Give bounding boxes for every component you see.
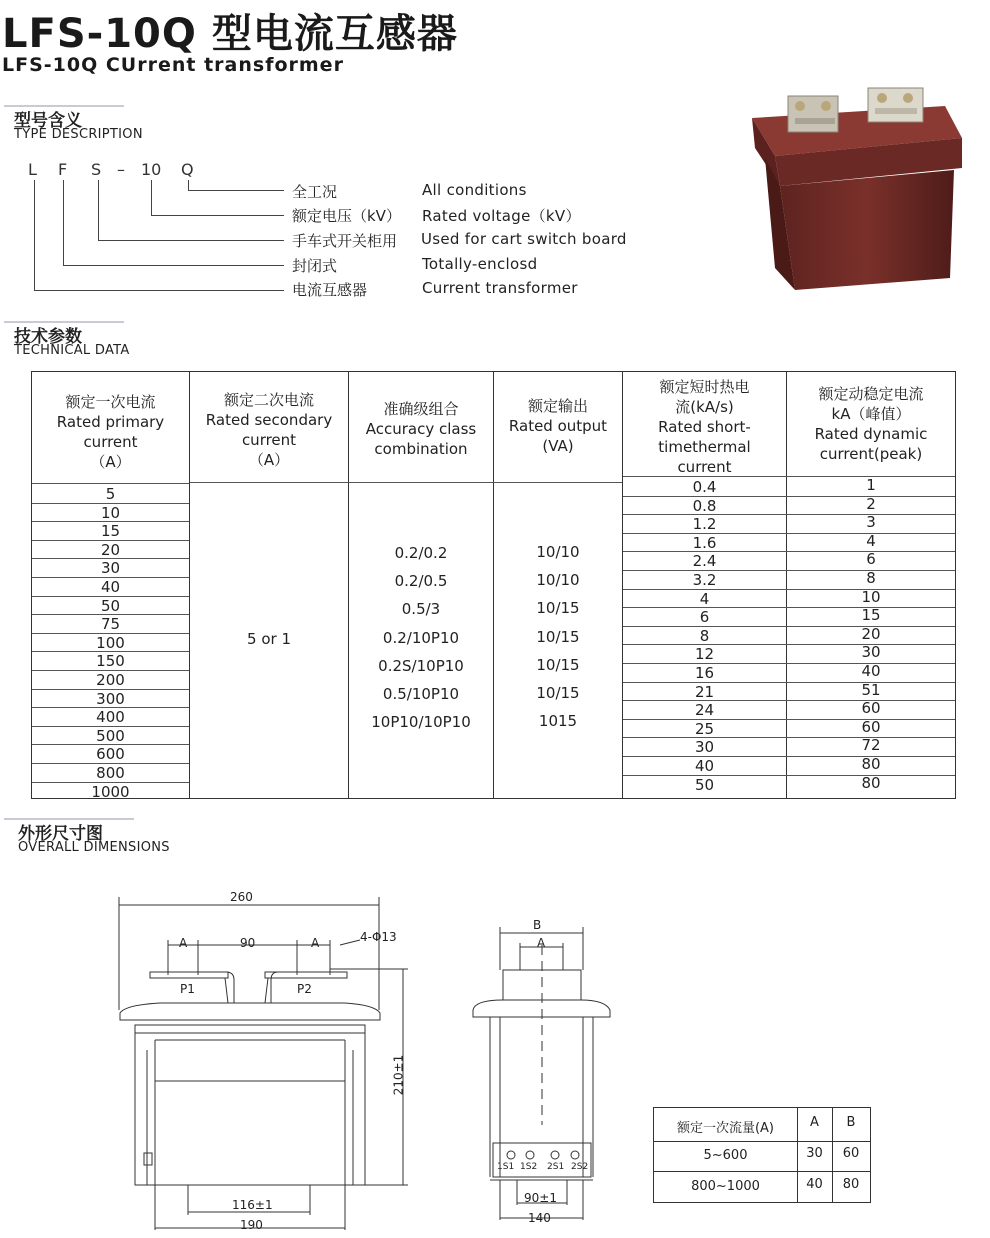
dynamic-current-cell: 80 xyxy=(861,773,881,792)
row-line xyxy=(32,540,189,541)
desc-zh: 额定电压（kV） xyxy=(292,207,401,225)
desc-en: Current transformer xyxy=(422,279,578,297)
row-line xyxy=(623,682,955,683)
dim-height: 210±1 xyxy=(391,1054,406,1096)
thermal-current-cell: 24 xyxy=(694,701,715,720)
row-line xyxy=(32,651,189,652)
row-line xyxy=(623,607,955,608)
row-line xyxy=(32,577,189,578)
dim-table-cell: 800~1000 xyxy=(691,1179,760,1194)
row-line xyxy=(32,707,189,708)
accuracy-cell: 0.2/0.5 xyxy=(394,572,448,591)
row-line xyxy=(32,726,189,727)
row-line xyxy=(623,700,955,701)
thermal-current-cell: 1.6 xyxy=(692,533,717,552)
row-line xyxy=(32,503,189,504)
desc-zh: 手车式开关柜用 xyxy=(292,232,398,250)
primary-current-cell: 20 xyxy=(100,540,121,559)
dim-table-cell: 30 xyxy=(806,1146,823,1161)
dynamic-current-cell: 51 xyxy=(861,680,881,699)
header-dynamic: 额定动稳定电流 kA（峰值） Rated dynamic current(peak) xyxy=(814,385,928,463)
row-line xyxy=(32,558,189,559)
dim-a: A xyxy=(537,936,546,950)
dynamic-current-cell: 60 xyxy=(861,699,881,718)
desc-en: Used for cart switch board xyxy=(421,230,627,248)
output-cell: 1015 xyxy=(538,712,578,731)
header-output: 额定输出 Rated output (VA) xyxy=(508,397,608,455)
dim-a-right: A xyxy=(311,936,320,950)
dim-table-cell: 60 xyxy=(842,1146,860,1161)
row-line xyxy=(623,570,955,571)
dim-b: B xyxy=(533,918,542,932)
dynamic-current-cell: 40 xyxy=(861,662,881,680)
header-accuracy: 准确级组合 Accuracy class combination xyxy=(365,400,477,458)
row-line xyxy=(32,689,189,690)
row-line xyxy=(623,551,955,552)
dim-a-left: A xyxy=(179,936,188,950)
dim-table-cell: 40 xyxy=(806,1177,823,1192)
row-line xyxy=(623,775,955,776)
primary-current-cell: 30 xyxy=(100,559,121,578)
row-line xyxy=(623,756,955,757)
page-subtitle: LFS-10Q CUrrent transformer xyxy=(2,54,344,76)
thermal-current-cell: 25 xyxy=(694,719,715,738)
thermal-current-cell: 21 xyxy=(694,682,715,701)
thermal-current-cell: 0.4 xyxy=(692,478,717,496)
row-line xyxy=(32,483,189,484)
dim-side-bottom: 140 xyxy=(528,1211,551,1225)
terminal-label: 1S2 xyxy=(520,1162,538,1172)
dim-table-cell: 80 xyxy=(842,1177,860,1192)
thermal-current-cell: 40 xyxy=(694,757,715,775)
type-desc-heading-en: TYPE DESCRIPTION xyxy=(14,127,143,142)
row-line xyxy=(623,644,955,645)
thermal-current-cell: 4 xyxy=(699,589,710,608)
thermal-current-cell: 12 xyxy=(694,645,715,664)
dynamic-current-cell: 80 xyxy=(861,755,881,773)
page-title: LFS-10Q 型电流互感器 xyxy=(2,11,458,57)
dim-width: 260 xyxy=(230,890,253,904)
thermal-current-cell: 6 xyxy=(699,608,710,627)
dynamic-current-cell: 4 xyxy=(866,531,876,550)
dynamic-current-cell: 1 xyxy=(866,476,876,494)
desc-zh: 全工况 xyxy=(292,183,338,201)
code-letter: Q xyxy=(181,160,194,179)
dynamic-current-cell: 15 xyxy=(861,606,881,625)
technical-data-table xyxy=(31,371,956,799)
row-line xyxy=(623,737,955,738)
code-letter: 10 xyxy=(141,160,162,179)
terminal-label: 2S2 xyxy=(571,1162,589,1172)
desc-zh: 封闭式 xyxy=(292,257,338,275)
secondary-current-value: 5 or 1 xyxy=(247,630,291,648)
row-line xyxy=(623,514,955,515)
primary-current-cell: 400 xyxy=(96,708,125,727)
primary-current-cell: 300 xyxy=(96,689,125,708)
dynamic-current-cell: 60 xyxy=(861,717,881,736)
accuracy-cell: 0.5/10P10 xyxy=(382,685,460,703)
row-line xyxy=(32,782,189,783)
type-desc-heading: 型号含义 xyxy=(14,111,82,131)
output-cell: 10/10 xyxy=(536,543,580,561)
side-view-drawing xyxy=(465,915,625,1235)
row-line xyxy=(623,589,955,590)
dynamic-current-cell: 20 xyxy=(861,624,881,643)
output-cell: 10/15 xyxy=(536,655,580,674)
dim-table-cell: 5~600 xyxy=(703,1148,748,1163)
primary-current-cell: 200 xyxy=(96,671,125,689)
dims-heading-en: OVERALL DIMENSIONS xyxy=(18,840,170,855)
dynamic-current-cell: 6 xyxy=(866,550,876,569)
accuracy-cell: 0.2/10P10 xyxy=(382,628,460,647)
accuracy-cell: 0.2/0.2 xyxy=(394,544,448,562)
accuracy-cell: 10P10/10P10 xyxy=(371,713,471,732)
product-photo xyxy=(740,78,970,298)
terminal-label: 1S1 xyxy=(497,1162,515,1172)
primary-current-cell: 40 xyxy=(100,578,121,596)
dim-table-header: A xyxy=(810,1115,819,1130)
tech-heading: 技术参数 xyxy=(14,327,82,347)
thermal-current-cell: 0.8 xyxy=(692,496,717,515)
row-line xyxy=(623,533,955,534)
row-line xyxy=(32,614,189,615)
terminal-label: 2S1 xyxy=(547,1162,565,1172)
desc-zh: 电流互感器 xyxy=(292,281,368,299)
row-line xyxy=(623,663,955,664)
row-line xyxy=(190,482,622,483)
code-letter: S xyxy=(91,160,102,179)
dynamic-current-cell: 72 xyxy=(861,736,881,755)
dims-heading: 外形尺寸图 xyxy=(18,824,103,844)
thermal-current-cell: 50 xyxy=(694,775,715,794)
accuracy-cell: 0.2S/10P10 xyxy=(378,656,464,675)
row-line xyxy=(32,633,189,634)
dim-table-header: 额定一次流量(A) xyxy=(676,1121,775,1136)
output-cell: 10/10 xyxy=(536,571,580,590)
dim-bottom: 190 xyxy=(240,1218,263,1232)
dim-table-header: B xyxy=(846,1115,856,1130)
code-letter: L xyxy=(28,160,37,179)
dim-gap: 90 xyxy=(240,936,256,950)
terminal-p1: P1 xyxy=(180,982,195,996)
primary-current-cell: 75 xyxy=(100,615,121,634)
dim-side-base: 90±1 xyxy=(524,1191,557,1205)
thermal-current-cell: 30 xyxy=(694,738,715,757)
row-line xyxy=(32,521,189,522)
output-cell: 10/15 xyxy=(536,599,580,618)
desc-en: Totally-enclosd xyxy=(422,255,538,273)
thermal-current-cell: 1.2 xyxy=(692,515,717,534)
primary-current-cell: 600 xyxy=(96,745,125,764)
thermal-current-cell: 2.4 xyxy=(692,552,717,571)
tech-heading-en: TECHNICAL DATA xyxy=(14,343,130,358)
row-line xyxy=(32,744,189,745)
dynamic-current-cell: 10 xyxy=(861,587,881,606)
dynamic-current-cell: 8 xyxy=(866,569,876,587)
row-line xyxy=(623,496,955,497)
output-cell: 10/15 xyxy=(536,684,580,702)
dim-base: 116±1 xyxy=(232,1198,273,1212)
primary-current-cell: 15 xyxy=(100,522,121,541)
primary-current-cell: 10 xyxy=(100,503,121,522)
row-line xyxy=(623,626,955,627)
dimension-table xyxy=(653,1107,871,1203)
thermal-current-cell: 3.2 xyxy=(692,571,717,589)
row-line xyxy=(32,670,189,671)
row-line xyxy=(623,719,955,720)
primary-current-cell: 800 xyxy=(96,764,125,782)
primary-current-cell: 1000 xyxy=(91,782,130,801)
dim-holes: 4-Φ13 xyxy=(360,930,397,944)
primary-current-cell: 5 xyxy=(105,485,116,503)
primary-current-cell: 50 xyxy=(100,596,121,615)
thermal-current-cell: 8 xyxy=(699,626,710,645)
header-primary: 额定一次电流 Rated primary current （A） xyxy=(56,393,165,471)
code-letter: F xyxy=(58,160,68,179)
terminal-p2: P2 xyxy=(297,982,312,996)
desc-en: Rated voltage（kV） xyxy=(422,207,581,225)
primary-current-cell: 100 xyxy=(96,633,125,652)
dynamic-current-cell: 2 xyxy=(866,494,876,513)
desc-en: All conditions xyxy=(422,181,527,199)
header-secondary: 额定二次电流 Rated secondary current （A） xyxy=(205,391,333,469)
accuracy-cell: 0.5/3 xyxy=(401,600,441,619)
row-line xyxy=(32,763,189,764)
output-cell: 10/15 xyxy=(536,627,580,646)
dynamic-current-cell: 3 xyxy=(866,513,876,532)
primary-current-cell: 500 xyxy=(96,726,125,745)
row-line xyxy=(32,596,189,597)
dynamic-current-cell: 30 xyxy=(861,643,881,662)
thermal-current-cell: 16 xyxy=(694,664,715,682)
primary-current-cell: 150 xyxy=(96,652,125,671)
header-thermal: 额定短时热电 流(kA/s) Rated short- timethermal current xyxy=(658,378,751,476)
code-letter: – xyxy=(117,160,125,179)
